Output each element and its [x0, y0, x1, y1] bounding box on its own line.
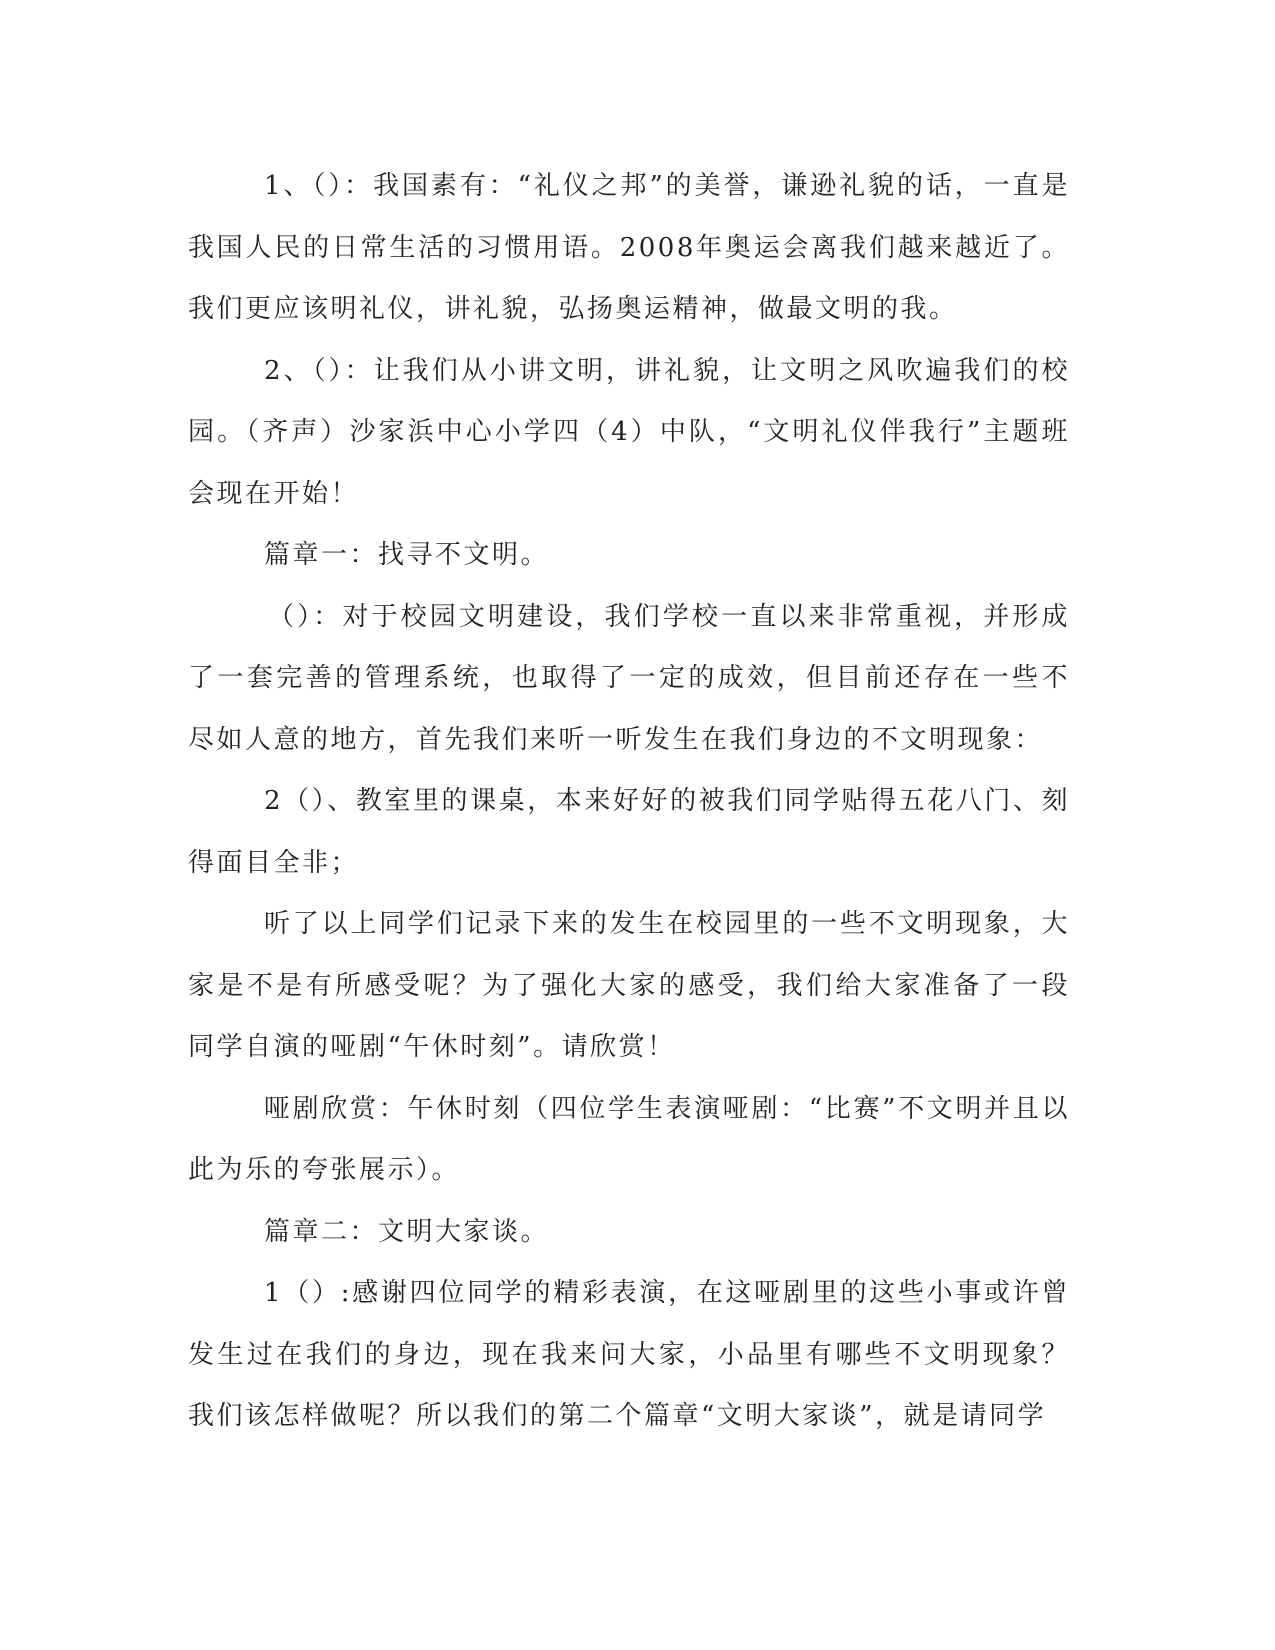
paragraph-transition-mime: 听了以上同学们记录下来的发生在校园里的一些不文明现象，大家是不是有所感受呢？为了强化大家的感受，我们给大家准备了一段同学自演的哑剧“午休时刻”。请欣赏！	[188, 909, 1070, 1062]
paragraph-opening-1: 1、（）：我国素有：“礼仪之邦”的美誉，谦逊礼貌的话，一直是我国人民的日常生活的习惯用语。2008年奥运会离我们越来越近了。我们更应该明礼仪，讲礼貌，弘扬奥运精神，做最文明的我。	[188, 171, 1070, 324]
paragraph-mime-performance: 哑剧欣赏：午休时刻（四位学生表演哑剧：“比赛”不文明并且以此为乐的夸张展示）。	[188, 1093, 1070, 1185]
paragraph-opening-2: 2、（）：让我们从小讲文明，讲礼貌，让文明之风吹遍我们的校园。（齐声）沙家浜中心小学四（4）中队，“文明礼仪伴我行”主题班会现在开始！	[188, 355, 1070, 509]
paragraph-chapter2-intro: 1（）:感谢四位同学的精彩表演，在这哑剧里的这些小事或许曾发生过在我们的身边，现在我来问大家，小品里有哪些不文明现象？我们该怎样做呢？所以我们的第二个篇章“文明大家谈”，就是请同学	[188, 1278, 1070, 1431]
document-body	[188, 156, 1070, 1448]
paragraph-chapter1-intro: （）：对于校园文明建设，我们学校一直以来非常重视，并形成了一套完善的管理系统，也取得了一定的成效，但目前还存在一些不尽如人意的地方，首先我们来听一听发生在我们身边的不文明现象：	[188, 601, 1070, 755]
chapter-heading-2: 篇章二：文明大家谈。	[264, 1216, 550, 1247]
paragraph-desk-example: 2（）、教室里的课桌，本来好好的被我们同学贴得五花八门、刻得面目全非；	[188, 786, 1070, 878]
chapter-heading-1: 篇章一：找寻不文明。	[264, 540, 550, 570]
